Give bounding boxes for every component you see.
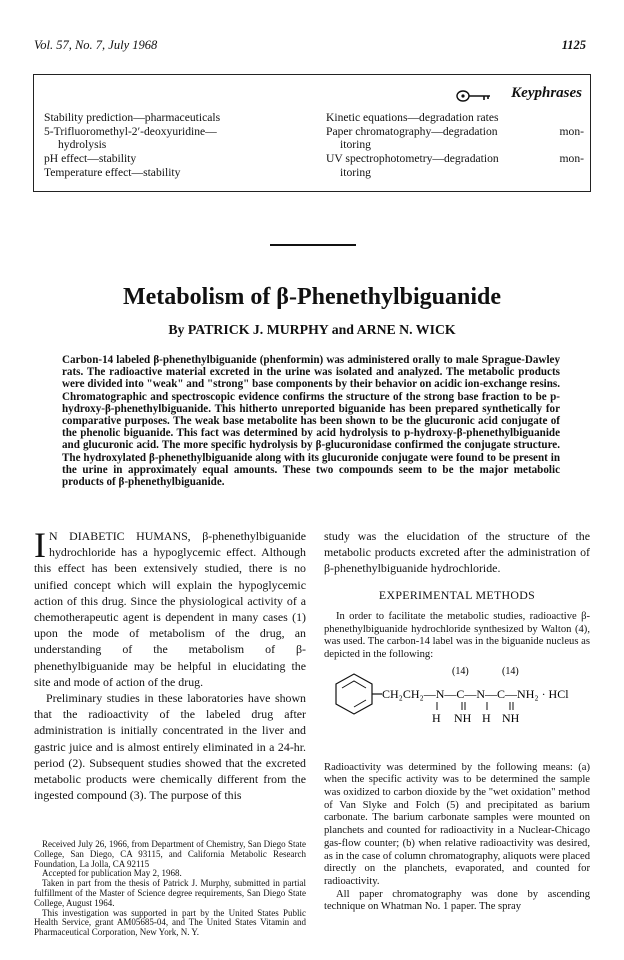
article-authors: By PATRICK J. MURPHY and ARNE N. WICK: [168, 322, 456, 337]
body-paragraph: All paper chromatography was done by ascending technique on Whatman No. 1 paper. The spray: [324, 888, 590, 913]
footnote: Accepted for publication May 2, 1968.: [42, 868, 182, 879]
section-divider: [270, 244, 356, 246]
footnote: Received July 26, 1966, from Department of Chemistry, San Diego State College, San Diego, CA 93115, and California Metabolic Research Foundation, La Jolla, CA 92115: [34, 839, 306, 869]
sub-nh-2: NH: [502, 710, 520, 725]
drop-cap: I: [34, 525, 46, 565]
keyphrase-continued: itoring: [340, 138, 371, 152]
keyphrases-right-column: [326, 111, 584, 180]
intro-text: β-phenethylbiguanide hydrochloride has a hypoglycemic effect. Although this effect has been extensively studied, there is no unified concept which will explain the hypoglycemic action of this drug. Since the physiological activity of a chemotherapeutic agent is dependent in many cases (1) upon the mode of metabolism of the drug, an understanding of the metabolism of β-phenethylbiguanide may be helpful in elucidating the site and mode of action of the drug.: [34, 529, 306, 689]
keyphrase-continued: itoring: [340, 165, 371, 179]
footnotes: [34, 840, 306, 938]
benzene-ring: [336, 674, 372, 714]
keyphrase: Kinetic equations—degradation rates: [326, 111, 499, 124]
keyphrase: 5-Trifluoromethyl-2′-deoxyuridine—: [44, 124, 217, 138]
key-icon: [456, 89, 492, 103]
keyphrase-hyphen: mon-: [559, 152, 584, 166]
keyphrases-left-column: [44, 111, 306, 180]
body-paragraph: study was the elucidation of the structure of the metabolic products excreted after the administration of β-phenethylbiguanide hydrochloride.: [324, 529, 590, 576]
body-paragraph: Radioactivity was determined by the following means: (a) when the specific activity was to be determined the sample was oxidized to carbon dioxide by the "wet oxidation" method of Van Slyke and Folch (5) and precipitated as barium carbonate. The barium carbonate samples were mounted on planchets and counted for radioactivity in a Nuclear-Chicago gas-flow counter; (b) when relative radioactivity was desired, as in the case of column chromatography, aliquots were placed directly on the planchets, evaporated, and counted for radioactivity.: [324, 761, 590, 887]
structure-diagram: [324, 664, 590, 728]
label-14-b: (14): [502, 665, 519, 677]
journal-volume: Vol. 57, No. 7, July 1968: [34, 38, 158, 52]
intro-paragraph: [34, 525, 306, 690]
keyphrase-text: Paper chromatography—degradation: [326, 124, 498, 138]
keyphrases-box: [33, 74, 591, 192]
keyphrase-text: UV spectrophotometry—degradation: [326, 152, 499, 166]
keyphrases-heading: Keyphrases: [511, 85, 582, 101]
keyphrase: pH effect—stability: [44, 152, 137, 166]
article-title: Metabolism of β-Phenethylbiguanide: [123, 284, 501, 310]
body-paragraph: In order to facilitate the metabolic studies, radioactive β-phenethylbiguanide hydrochloride synthesized by Walton (4), was used. The carbon-14 label was in the biguanide nucleus as depicted in the following:: [324, 610, 590, 660]
label-14-a: (14): [452, 665, 469, 677]
benzene-inner-bond: [354, 700, 366, 707]
body-paragraph: Preliminary studies in these laboratories have shown that the radioactivity of the labeled drug after administration is initially concentrated in the liver and gastric juice and is almost entirely eliminated in a 24-hr. period (2). Subsequent studies showed that the excreted metabolic products were chemically different from the ingested compound (3). The purpose of this: [34, 691, 306, 803]
benzene-inner-bonds: [342, 681, 366, 688]
page-number: 1125: [561, 38, 586, 52]
section-heading: EXPERIMENTAL METHODS: [378, 587, 536, 602]
keyphrase: [326, 152, 584, 166]
keyphrase-continued: hydrolysis: [58, 138, 107, 152]
body-right-column: [324, 528, 590, 914]
keyphrase: [326, 125, 584, 139]
keyphrase: Stability prediction—pharmaceuticals: [44, 111, 221, 124]
sub-h-2: H: [482, 710, 491, 725]
body-left-column: [34, 525, 306, 803]
keyphrase-hyphen: mon-: [559, 124, 584, 138]
footnote: This investigation was supported in part by the United States Public Health Service, grant AM05685-04, and The United States Vitamin and Pharmaceutical Corporation, New York, N. Y.: [34, 907, 306, 938]
keyphrase: Temperature effect—stability: [44, 165, 181, 179]
biguanide-chain: CH₂CH₂—N—C—N—C—NH₂ · HCl: [382, 686, 569, 701]
running-head: [34, 38, 586, 54]
sub-nh-1: NH: [454, 710, 472, 725]
lead-small-caps: N DIABETIC HUMANS,: [49, 529, 191, 543]
abstract: Carbon-14 labeled β-phenethylbiguanide (phenformin) was administered orally to male Sprague-Dawley rats. The radioactive material excreted in the urine was isolated and analyzed. The metabolic products were divided into "weak" and "strong" base components by their behavior on acidic ion-exchange resins. Chromatographic and spectroscopic evidence confirms the structure of the strong base fraction to be p-hydroxy-β-phenethylbiguanide. This hitherto unreported biguanide has been prepared synthetically for comparative purposes. The weak base metabolite has been shown to be the glucuronic acid conjugate of the phenolic biguanide. This fact was determined by acid hydrolysis to p-hydroxy-β-phenethylbiguanide and glucuronic acid. The more specific hydrolysis by β-glucuronidase confirmed the conjugate structure. The hydroxylated β-phenethylbiguanide along with its glucuronide conjugate were found to be present in the urine in approximately equal amounts. These two compounds seem to be the major metabolic products of β-phenethylbiguanide.: [62, 354, 560, 489]
footnote: Taken in part from the thesis of Patrick J. Murphy, submitted in partial fulfillment of the Master of Science degree requirements, San Diego State College, August 1964.: [34, 878, 306, 908]
sub-h-1: H: [432, 710, 441, 725]
chemical-structure: [324, 664, 590, 756]
